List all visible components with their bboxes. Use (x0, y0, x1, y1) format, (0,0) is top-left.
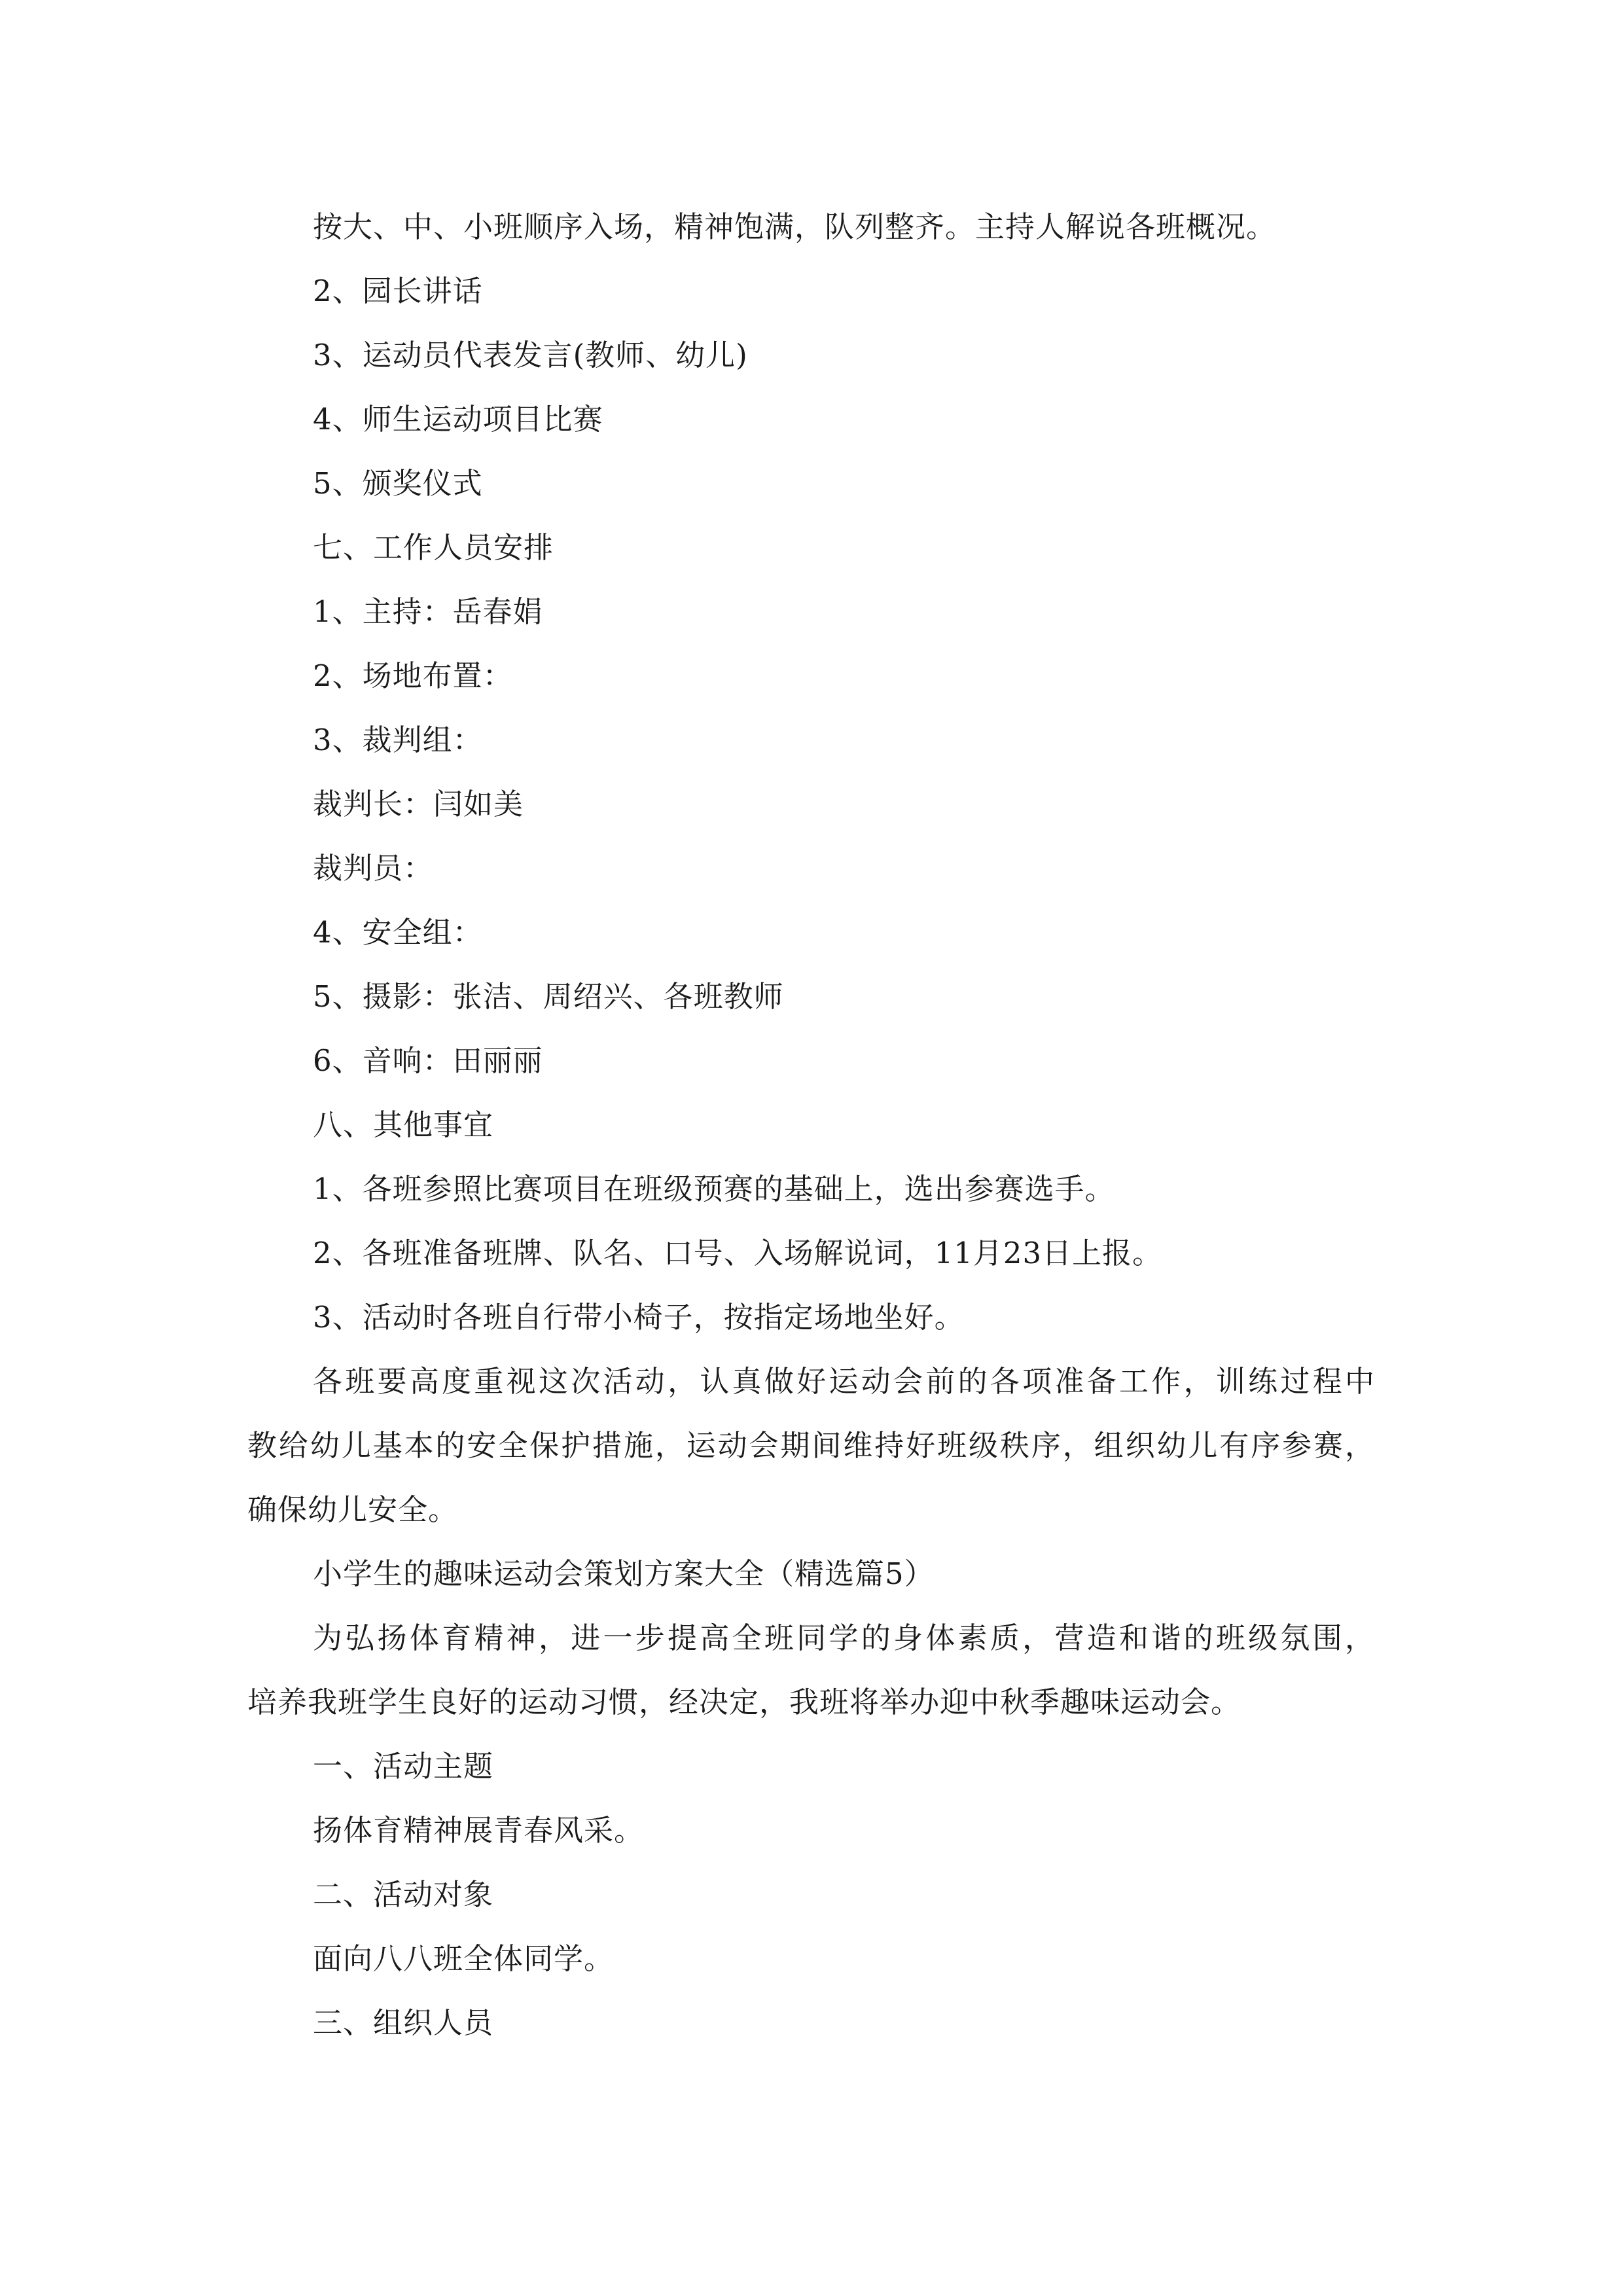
section-title: 小学生的趣味运动会策划方案大全（精选篇5） (313, 1556, 935, 1591)
heading-organizers: 三、组织人员 (313, 2005, 494, 2040)
heading-activity-target: 二、活动对象 (313, 1877, 494, 1912)
staff-photography: 5、摄影：张洁、周绍兴、各班教师 (313, 979, 784, 1014)
item-athlete-speech: 3、运动员代表发言(教师、幼儿) (313, 338, 748, 372)
paragraph-line: 确保幼儿安全。 (247, 1492, 459, 1527)
staff-host: 1、主持：岳春娟 (313, 594, 543, 629)
heading-activity-theme: 一、活动主题 (313, 1749, 494, 1784)
entrance-order-line: 按大、中、小班顺序入场，精神饱满，队列整齐。主持人解说各班概况。 (313, 209, 1277, 244)
section-heading-other: 八、其他事宜 (313, 1107, 494, 1142)
section-heading-staff: 七、工作人员安排 (313, 530, 554, 565)
paragraph-line: 培养我班学生良好的运动习惯，经决定，我班将举办迎中秋季趣味运动会。 (247, 1685, 1241, 1719)
activity-target-text: 面向八八班全体同学。 (313, 1941, 615, 1976)
staff-referee-group: 3、裁判组： (313, 723, 483, 757)
other-item-1: 1、各班参照比赛项目在班级预赛的基础上，选出参赛选手。 (313, 1172, 1115, 1206)
item-award-ceremony: 5、颁奖仪式 (313, 466, 483, 501)
item-director-speech: 2、园长讲话 (313, 274, 483, 308)
item-competition: 4、师生运动项目比赛 (313, 402, 603, 437)
staff-sound: 6、音响：田丽丽 (313, 1043, 543, 1078)
staff-referees: 裁判员： (313, 851, 434, 886)
activity-theme-text: 扬体育精神展青春风采。 (313, 1813, 645, 1848)
other-item-3: 3、活动时各班自行带小椅子，按指定场地坐好。 (313, 1300, 965, 1335)
paragraph-line: 教给幼儿基本的安全保护措施，运动会期间维持好班级秩序，组织幼儿有序参赛， (247, 1428, 1374, 1463)
staff-safety-group: 4、安全组： (313, 915, 483, 950)
other-item-2: 2、各班准备班牌、队名、口号、入场解说词，11月23日上报。 (313, 1236, 1163, 1270)
staff-venue: 2、场地布置： (313, 658, 513, 693)
paragraph-line: 为弘扬体育精神，进一步提高全班同学的身体素质，营造和谐的班级氛围， (313, 1621, 1374, 1655)
staff-chief-referee: 裁判长：闫如美 (313, 787, 524, 821)
paragraph-line: 各班要高度重视这次活动，认真做好运动会前的各项准备工作，训练过程中 (313, 1364, 1374, 1399)
